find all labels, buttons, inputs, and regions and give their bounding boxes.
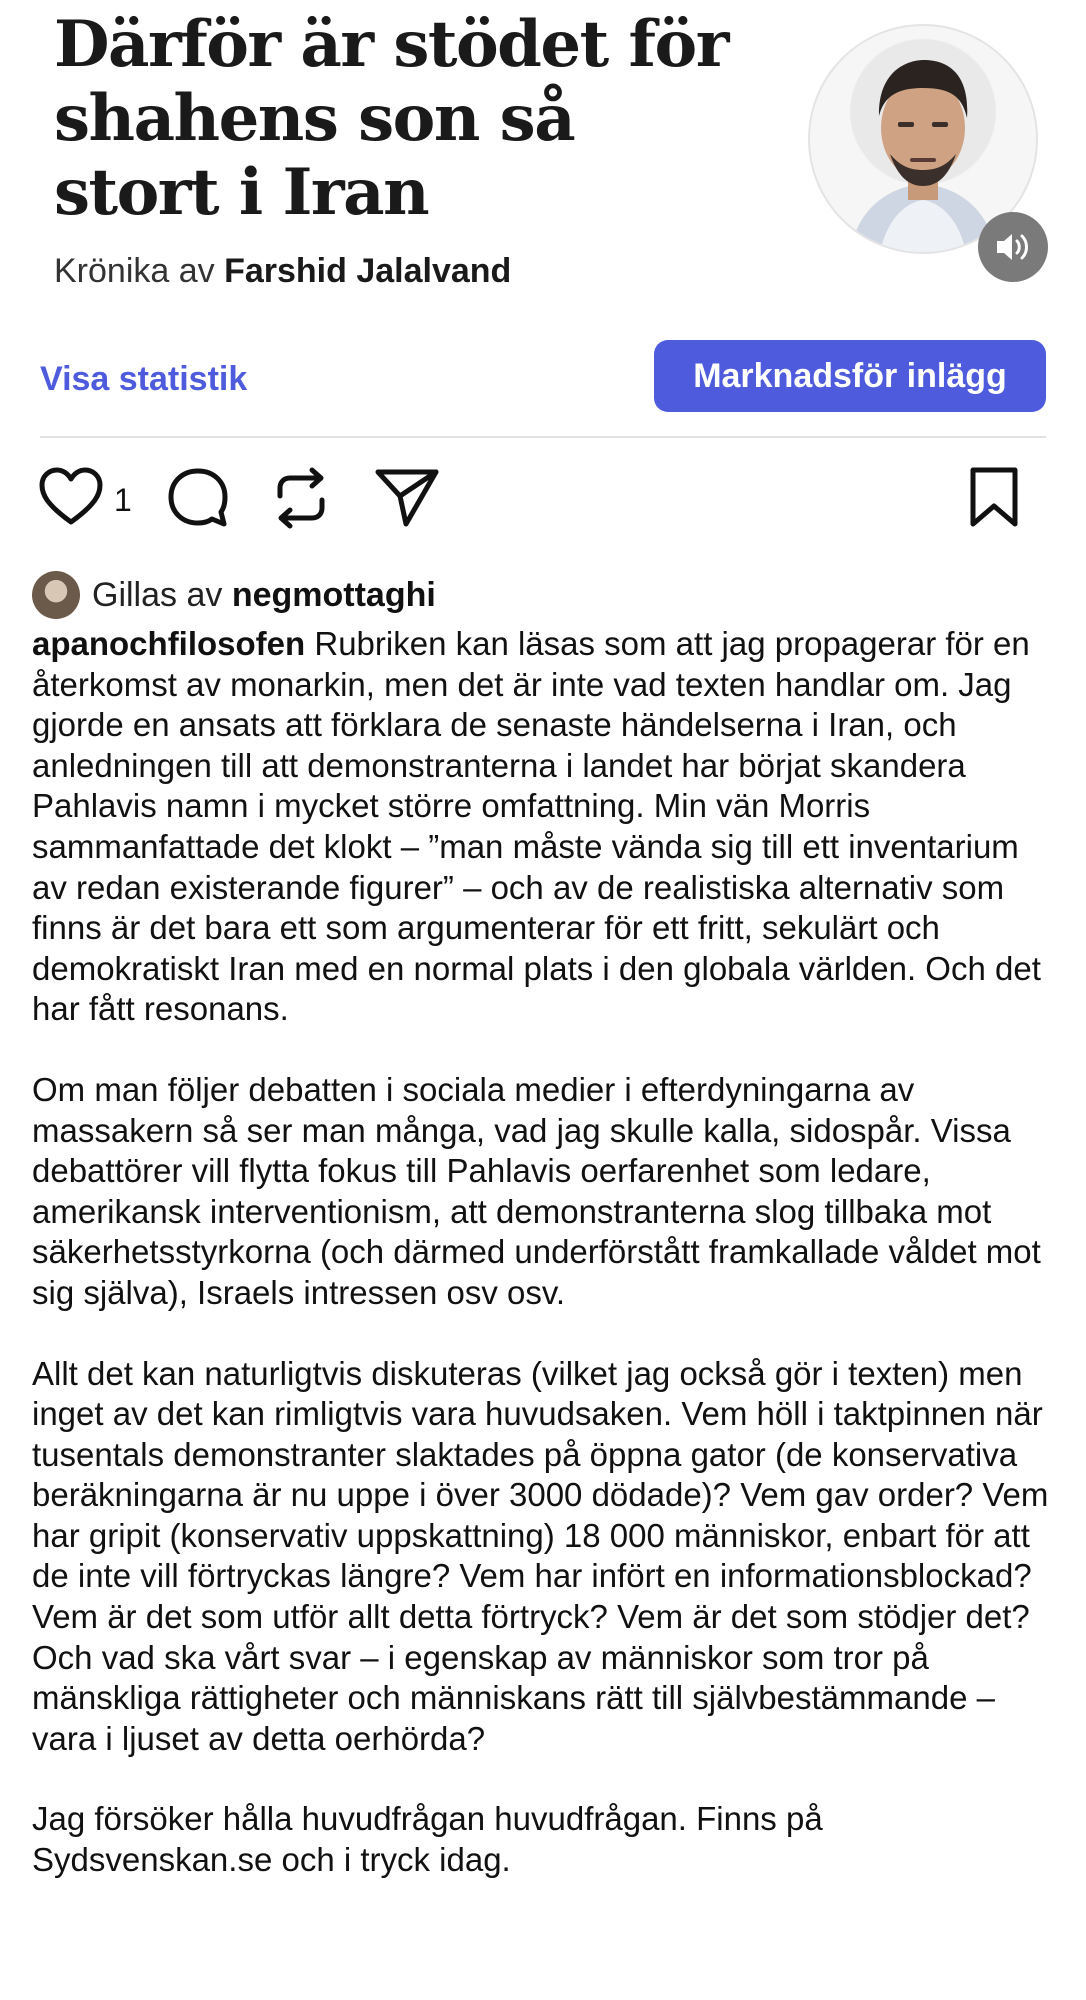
like-count[interactable]: 1 <box>114 482 132 518</box>
caption-text: Rubriken kan läsas som att jag propagerar för en återkomst av monarkin, men det är inte vad texten handlar om. Jag gjorde en ansats att förklara de senaste händelserna i Iran, och anledningen till att demonstranterna i landet har börjat skandera Pahlavis namn i mycket större omfattning. Min vän Morris sammanfattade det klokt – ”man måste vända sig till ett inventarium av redan existerande figurer” – och av de realistiska alternativ som finns är det bara ett som argumenterar för ett fritt, sekulärt och demokratiskt Iran med en normal plats i den globala världen. Och det har fått resonans. <box>32 625 1041 1028</box>
send-icon[interactable] <box>374 466 440 528</box>
caption-paragraph-2: Om man följer debatten i sociala medier i efterdyningarna av massakern så ser man många, vad jag skulle kalla, sidospår. Vissa debattörer vill flytta fokus till Pahlavis oerfarenhet som ledare, amerikansk interventionism, att demonstranterna slog tillbaka mot säkerhetsstyrkorna (och därmed underförstått framkallade våldet mot sig själva), Israels intressen osv osv. <box>32 1070 1041 1311</box>
speaker-icon <box>994 230 1032 264</box>
heart-icon[interactable] <box>38 466 104 528</box>
bookmark-icon[interactable] <box>968 466 1020 528</box>
post-owner-actions <box>0 340 1086 420</box>
author-name: Farshid Jalalvand <box>224 252 512 290</box>
liked-by-text <box>92 576 436 615</box>
repost-icon[interactable] <box>270 466 332 530</box>
post-caption <box>32 624 1052 1921</box>
article-header[interactable] <box>0 0 1086 300</box>
comment-bubble-icon[interactable] <box>166 466 230 530</box>
caption-paragraph-4: Jag försöker hålla huvudfrågan huvudfrågan. Finns på Sydsvenskan.se och i tryck idag. <box>32 1800 823 1879</box>
post-action-bar <box>0 466 1086 536</box>
divider <box>40 436 1046 438</box>
liked-by-username[interactable]: negmottaghi <box>231 575 436 614</box>
audio-button[interactable] <box>978 212 1048 282</box>
article-title: Därför är stödet för shahens son så stort i Iran <box>54 7 728 230</box>
byline-prefix: Krönika av <box>54 252 215 290</box>
promote-post-button[interactable]: Marknadsför inlägg <box>654 340 1046 412</box>
liked-by-row[interactable] <box>32 570 436 620</box>
liker-avatar[interactable] <box>32 571 80 619</box>
caption-username[interactable]: apanochfilosofen <box>32 625 306 662</box>
liked-by-prefix: Gillas av <box>92 575 223 614</box>
byline <box>54 252 511 291</box>
caption-paragraph-3: Allt det kan naturligtvis diskuteras (vilket jag också gör i texten) men inget av det kan rimligtvis vara huvudsaken. Vem höll i taktpinnen när tusentals demonstranter slaktades på öppna gator (de konservativa beräkningarna är nu uppe i över 3000 dödade)? Vem gav order? Vem har gripit (konservativ uppskattning) 18 000 människor, enbart för att de inte vill förtryckas längre? Vem har infört en informationsblockad? Vem är det som utför allt detta förtryck? Vem är det som stödjer det? Och vad ska vårt svar – i egenskap av människor som tror på mänskliga rättigheter och människans rätt till självbestämmande – vara i ljuset av detta oerhörda? <box>32 1354 1049 1757</box>
view-insights-link[interactable]: Visa statistik <box>40 360 248 398</box>
caption-paragraph-1 <box>32 624 1052 1030</box>
